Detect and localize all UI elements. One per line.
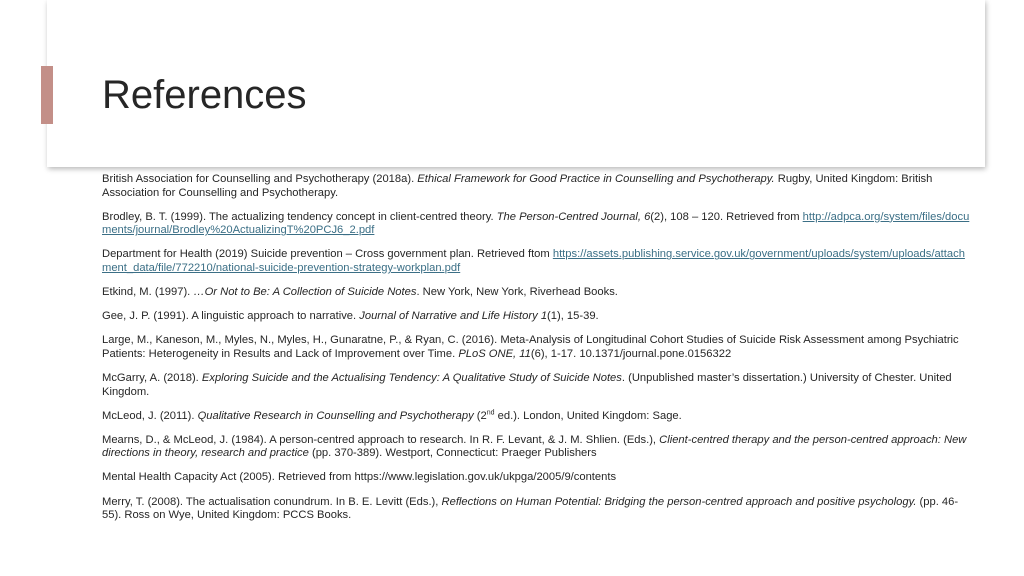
reference-text: Large, M., Kaneson, M., Myles, N., Myles, H., Gunaratne, P., & Ryan, C. (2016). Meta-Analysis of Longitudinal Cohort Studies of Suicide Risk Assessment among Psychiatric Patients: Heterogeneity in Results and Lack of Improvement over Time. — [102, 334, 959, 360]
reference-text: (2), 108 – 120. Retrieved from — [650, 210, 803, 223]
reference-text: British Association for Counselling and Psychotherapy (2018a). — [102, 173, 418, 185]
reference-item — [102, 211, 974, 238]
reference-text: . (Unpublished master’s dissertation.) University of Chester. United Kingdom. — [102, 371, 952, 398]
reference-text: McGarry, A. (2018). — [102, 371, 202, 384]
reference-text: Gee, J. P. (1991). A linguistic approach to narrative. — [102, 310, 360, 323]
reference-italic-title: Exploring Suicide and the Actualising Tendency: A Qualitative Study of Suicide Notes — [201, 371, 622, 384]
reference-item — [102, 248, 974, 275]
reference-item — [102, 496, 974, 523]
reference-item — [102, 410, 974, 424]
reference-link[interactable]: http://adpca.org/system/files/documents/journal/Brodley%20ActualizingT%20PCJ6_2.pdf — [102, 210, 970, 237]
reference-text: Mental Health Capacity Act (2005). Retrieved from https://www.legislation.gov.uk/ukpga/2005/9/contents — [102, 471, 617, 484]
reference-text: (6), 1-17. 10.1371/journal.pone.0156322 — [530, 347, 732, 360]
reference-text: Brodley, B. T. (1999). The actualizing tendency concept in client-centred theory. — [102, 210, 497, 223]
reference-italic-title: The Person-Centred Journal, 6 — [496, 210, 651, 223]
reference-text: Rugby, United Kingdom: British Association for Counselling and Psychotherapy. — [102, 173, 933, 199]
reference-text: Merry, T. (2008). The actualisation conundrum. In B. E. Levitt (Eds.), — [102, 495, 442, 508]
reference-text: Etkind, M. (1997). — [102, 286, 194, 299]
reference-italic-title: Journal of Narrative and Life History 1 — [359, 310, 548, 323]
reference-italic-title: Client-centred therapy and the person-centred approach: New directions in theory, research and practice — [102, 433, 967, 460]
reference-item — [102, 434, 974, 461]
reference-item — [102, 173, 974, 200]
page-title: References — [102, 73, 307, 117]
reference-italic-title: Qualitative Research in Counselling and Psychotherapy — [197, 409, 474, 422]
reference-italic-title: …Or Not to Be: A Collection of Suicide Notes — [193, 286, 417, 299]
reference-text: (pp. 46-55). Ross on Wye, United Kingdom: PCCS Books. — [102, 495, 959, 522]
reference-text: McLeod, J. (2011). — [102, 409, 198, 422]
reference-text: Mearns, D., & McLeod, J. (1984). A person-centred approach to research. In R. F. Levant, & J. M. Shlien. (Eds.), — [102, 433, 660, 446]
reference-superscript: nd — [486, 408, 495, 416]
reference-text: (2 — [473, 409, 487, 422]
reference-text: . New York, New York, Riverhead Books. — [416, 286, 618, 299]
reference-italic-title: Ethical Framework for Good Practice in Counselling and Psychotherapy. — [417, 173, 775, 185]
reference-text: (1), 15-39. — [547, 310, 599, 323]
reference-item — [102, 334, 974, 361]
reference-link[interactable]: https://assets.publishing.service.gov.uk/government/uploads/system/uploads/attachment_data/file/772210/national-suicide-prevention-strategy-workplan.pdf — [102, 248, 965, 274]
reference-list — [102, 173, 974, 533]
reference-italic-title: PLoS ONE, 11 — [458, 347, 531, 360]
reference-text: Department for Health (2019) Suicide prevention – Cross government plan. Retrieved ftom — [102, 248, 553, 261]
accent-bar — [41, 66, 53, 124]
reference-item — [102, 372, 974, 399]
reference-italic-title: Reflections on Human Potential: Bridging the person-centred approach and positive psychology. — [441, 495, 917, 508]
reference-text: (pp. 370-389). Westport, Connecticut: Praeger Publishers — [308, 447, 597, 460]
reference-item — [102, 471, 974, 485]
reference-item — [102, 286, 974, 300]
reference-text: ed.). London, United Kingdom: Sage. — [494, 409, 682, 422]
reference-item — [102, 310, 974, 324]
